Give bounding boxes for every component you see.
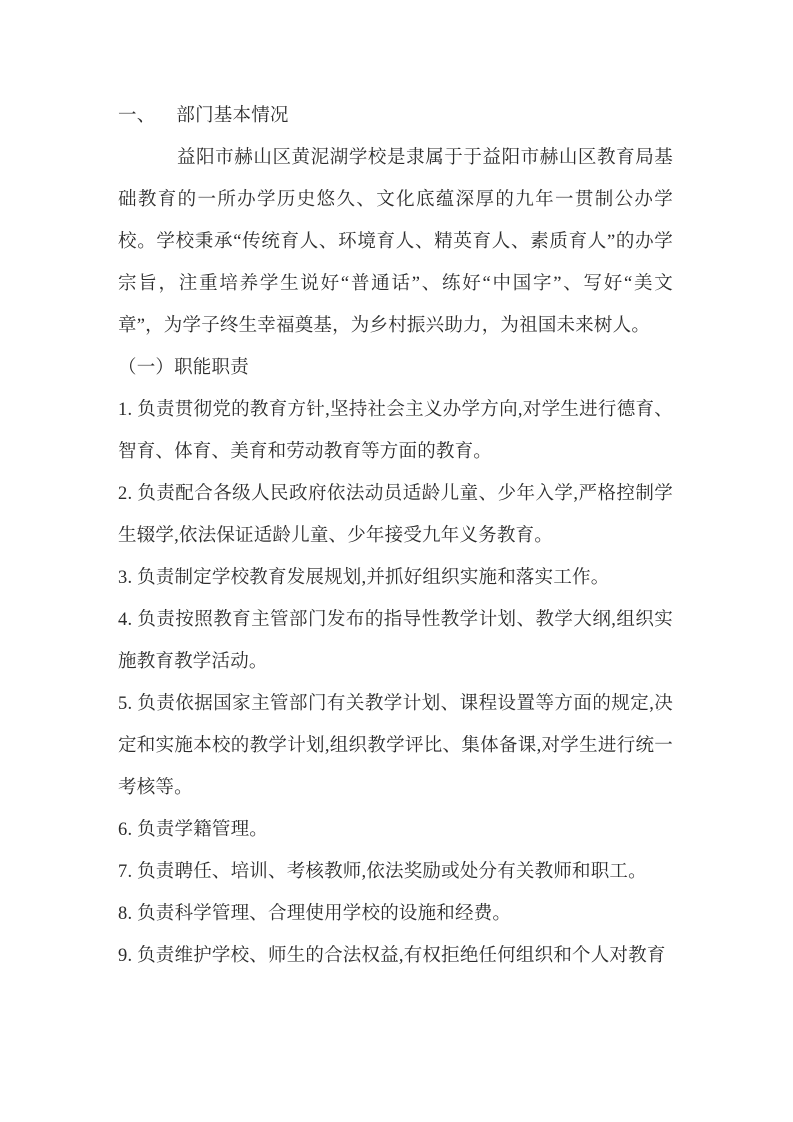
intro-paragraph: 益阳市赫山区黄泥湖学校是隶属于于益阳市赫山区教育局基础教育的一所办学历史悠久、文化底蕴深厚的九年一贯制公办学校。学校秉承“传统育人、环境育人、精英育人、素质育人”的办学宗旨，注重培养学生说好“普通话”、练好“中国字”、写好“美文章”，为学子终生幸福奠基，为乡村振兴助力，为祖国未来树人。 (118, 148, 673, 336)
document-content (118, 95, 673, 977)
duty-item: 6. 负责学籍管理。 (118, 820, 269, 840)
duties-list (118, 389, 673, 977)
duty-item: 3. 负责制定学校教育发展规划,并抓好组织实施和落实工作。 (118, 568, 610, 588)
duty-item: 4. 负责按照教育主管部门发布的指导性教学计划、教学大纲,组织实施教育教学活动。 (118, 610, 673, 672)
section-title: 部门基本情况 (176, 106, 289, 126)
duty-item: 8. 负责科学管理、合理使用学校的设施和经费。 (118, 904, 512, 924)
subsection-heading: （一）职能职责 (118, 358, 249, 378)
duty-item: 1. 负责贯彻党的教育方针,坚持社会主义办学方向,对学生进行德育、智育、体育、美育和劳动教育等方面的教育。 (118, 400, 673, 462)
duty-item: 9. 负责维护学校、师生的合法权益,有权拒绝任何组织和个人对教育 (118, 946, 666, 966)
section-heading (118, 95, 673, 137)
duty-item: 5. 负责依据国家主管部门有关教学计划、课程设置等方面的规定,决定和实施本校的教学计划,组织教学评比、集体备课,对学生进行统一考核等。 (118, 694, 673, 798)
duty-item: 2. 负责配合各级人民政府依法动员适龄儿童、少年入学,严格控制学生辍学,依法保证适龄儿童、少年接受九年义务教育。 (118, 484, 673, 546)
duty-item: 7. 负责聘任、培训、考核教师,依法奖励或处分有关教师和职工。 (118, 862, 647, 882)
section-number: 一、 (118, 106, 156, 126)
